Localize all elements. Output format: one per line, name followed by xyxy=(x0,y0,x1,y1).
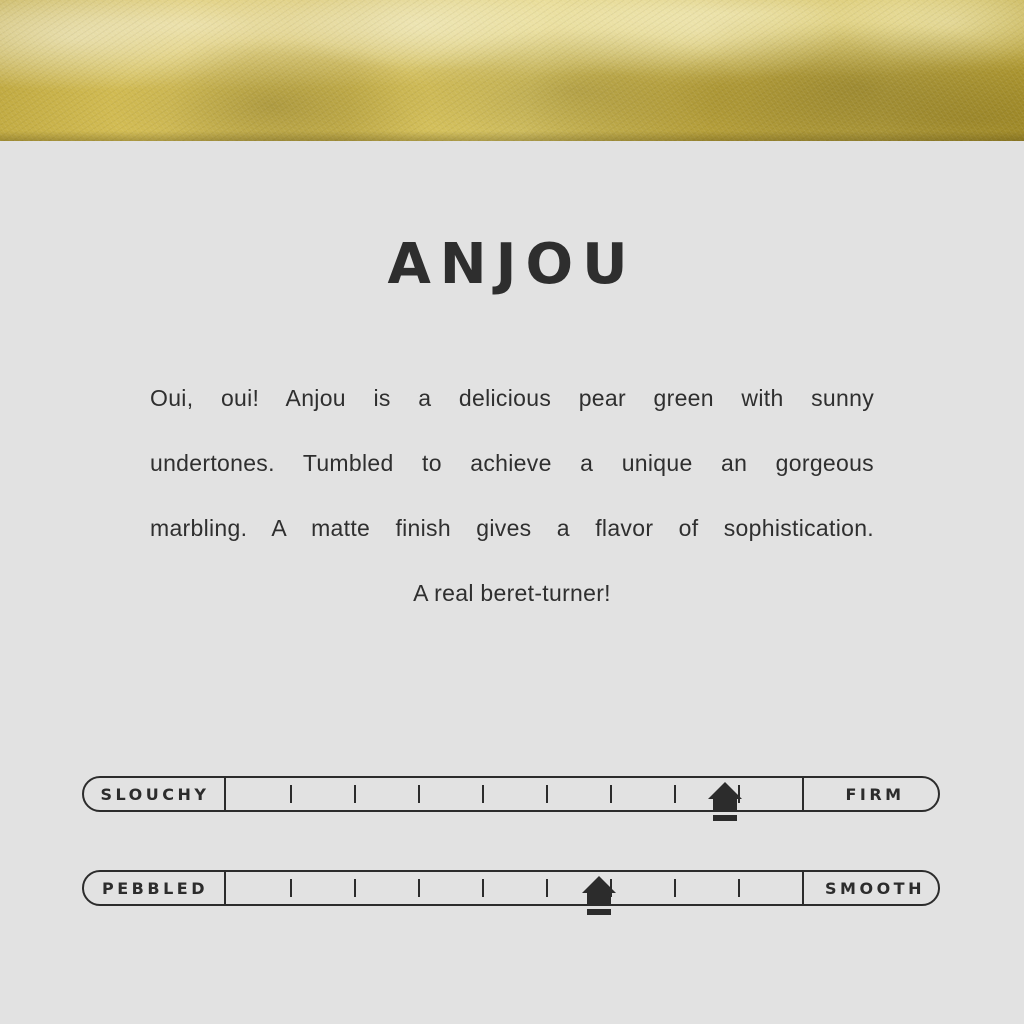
page-title: ANJOU xyxy=(387,232,637,297)
scale-tick xyxy=(674,879,676,897)
marker-body-icon xyxy=(587,892,611,906)
description-block xyxy=(150,366,874,626)
texture-scale[interactable] xyxy=(82,870,942,906)
scale-tick xyxy=(482,879,484,897)
description-line-1: Oui, oui! Anjou is a delicious pear green with sunny xyxy=(150,385,874,411)
scale-tick xyxy=(546,785,548,803)
description-line-2: undertones. Tumbled to achieve a unique an gorgeous xyxy=(150,450,874,476)
scale-tick xyxy=(354,879,356,897)
marker-head-icon xyxy=(708,782,742,799)
texture-scale-marker[interactable] xyxy=(582,876,616,922)
scale-tick xyxy=(354,785,356,803)
scale-tick xyxy=(546,879,548,897)
texture-scale-left-label: PEBBLED xyxy=(82,870,226,906)
texture-scale-ticks xyxy=(226,870,802,906)
scale-tick xyxy=(290,879,292,897)
swatch-grain-texture xyxy=(0,0,1024,141)
description-line-3: marbling. A matte finish gives a flavor of sophistication. xyxy=(150,515,874,541)
scale-tick xyxy=(674,785,676,803)
scale-tick xyxy=(610,785,612,803)
leather-swatch-photo xyxy=(0,0,1024,141)
drape-scale-left-label: SLOUCHY xyxy=(82,776,226,812)
attribute-scales xyxy=(82,776,942,964)
swatch-bottom-shadow xyxy=(0,131,1024,141)
description-line-4: A real beret-turner! xyxy=(413,580,611,606)
scale-tick xyxy=(290,785,292,803)
scale-tick xyxy=(738,879,740,897)
marker-foot-icon xyxy=(713,815,737,821)
drape-scale-right-label: FIRM xyxy=(802,776,942,812)
scale-tick xyxy=(418,785,420,803)
drape-scale-marker[interactable] xyxy=(708,782,742,828)
marker-foot-icon xyxy=(587,909,611,915)
drape-scale[interactable] xyxy=(82,776,942,812)
scale-tick xyxy=(418,879,420,897)
marker-head-icon xyxy=(582,876,616,893)
scale-tick xyxy=(482,785,484,803)
marker-body-icon xyxy=(713,798,737,812)
texture-scale-right-label: SMOOTH xyxy=(802,870,942,906)
